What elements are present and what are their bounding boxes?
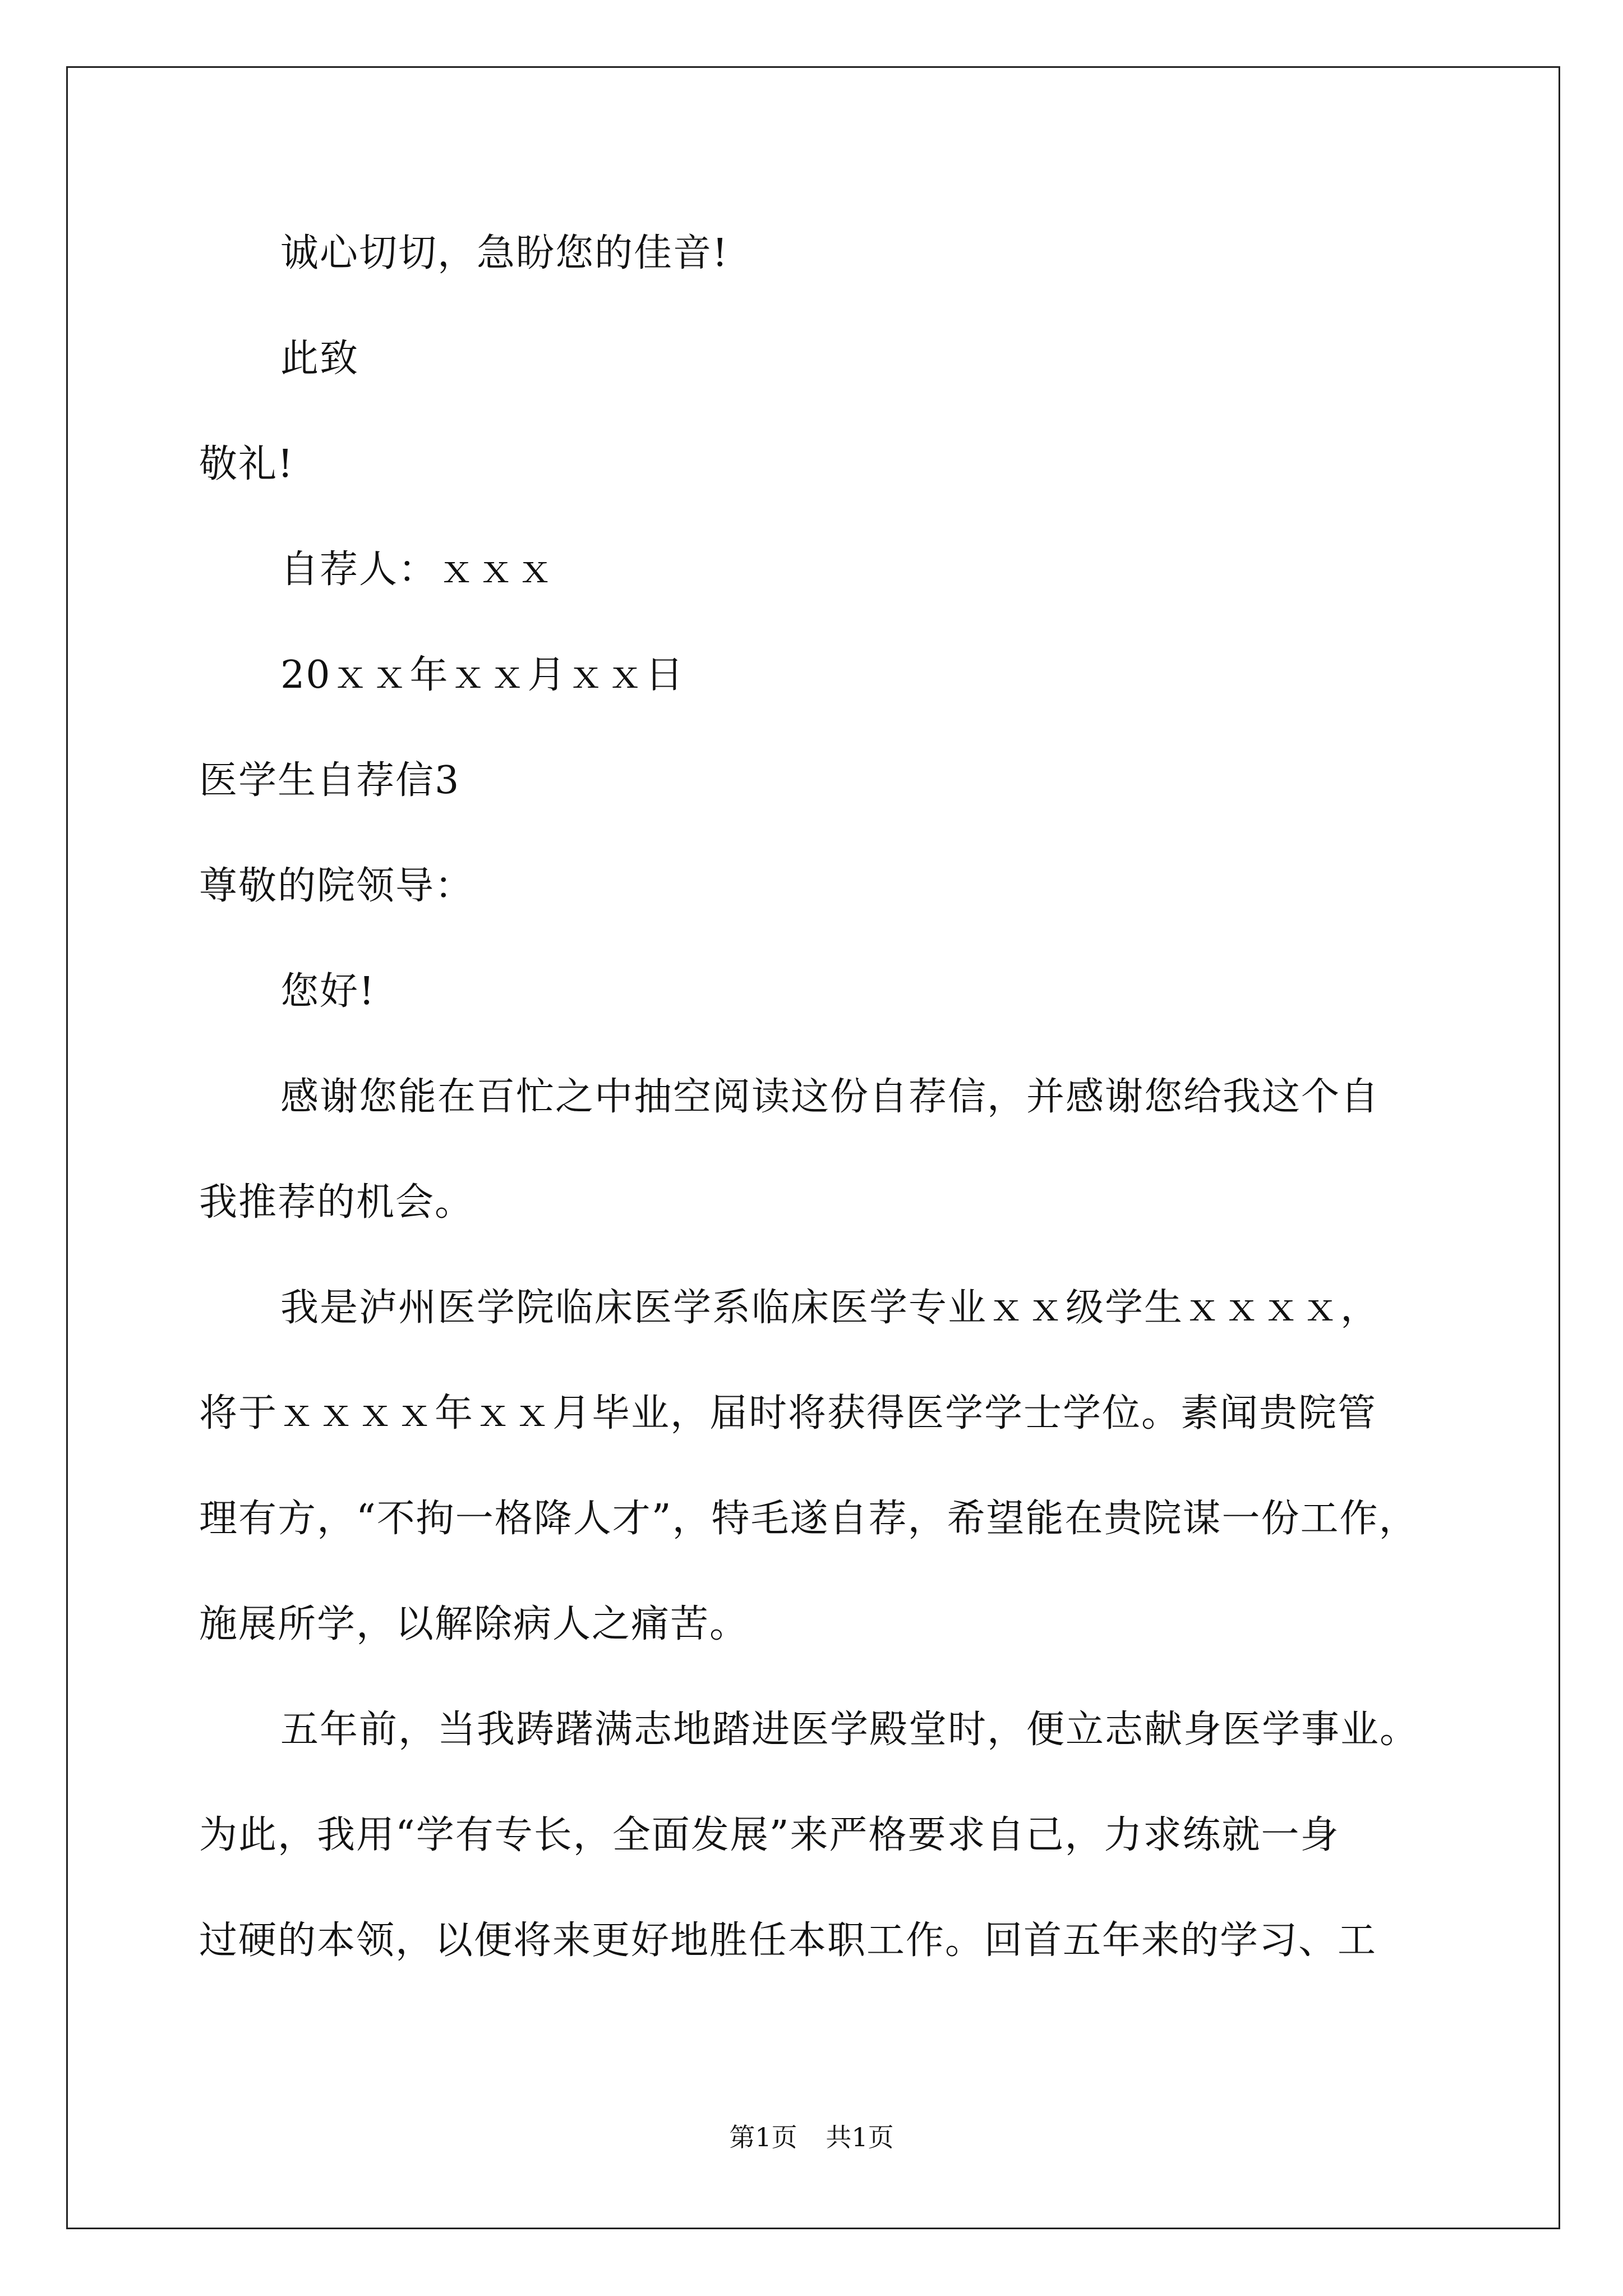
paragraph-line: 我是泸州医学院临床医学系临床医学专业ｘｘ级学生ｘｘｘｘ， [280, 1286, 1380, 1330]
signature-date: 20ｘｘ年ｘｘ月ｘｘ日 [280, 653, 685, 697]
paragraph-line: 将于ｘｘｘｘ年ｘｘ月毕业，届时将获得医学学士学位。素闻贵院管 [199, 1391, 1377, 1435]
paragraph-line: 理有方，“不拘一格降人才”，特毛遂自荐，希望能在贵院谋一份工作， [199, 1497, 1418, 1541]
salutation-cizhi: 此致 [280, 337, 359, 381]
paragraph-line: 我推荐的机会。 [199, 1180, 474, 1225]
page-total: 共1页 [826, 2122, 894, 2152]
signature-name: 自荐人：ｘｘｘ [280, 547, 556, 592]
section-title: 医学生自荐信3 [199, 758, 460, 803]
greeting-hello: 您好! [280, 969, 376, 1014]
paragraph-line: 感谢您能在百忙之中抽空阅读这份自荐信，并感谢您给我这个自 [280, 1075, 1380, 1119]
salutation-jingli: 敬礼! [199, 442, 294, 486]
page-footer [0, 2122, 1623, 2153]
paragraph-line: 为此，我用“学有专长，全面发展”来严格要求自己，力求练就一身 [199, 1813, 1340, 1857]
paragraph-line: 施展所学，以解除病人之痛苦。 [199, 1602, 749, 1646]
greeting-recipient: 尊敬的院领导： [199, 864, 474, 908]
closing-line: 诚心切切，急盼您的佳音! [280, 231, 729, 275]
page-number: 第1页 [729, 2122, 797, 2152]
paragraph-line: 过硬的本领，以便将来更好地胜任本职工作。回首五年来的学习、工 [199, 1918, 1377, 1963]
paragraph-line: 五年前，当我踌躇满志地踏进医学殿堂时，便立志献身医学事业。 [280, 1708, 1419, 1752]
page-border [66, 66, 1560, 2229]
